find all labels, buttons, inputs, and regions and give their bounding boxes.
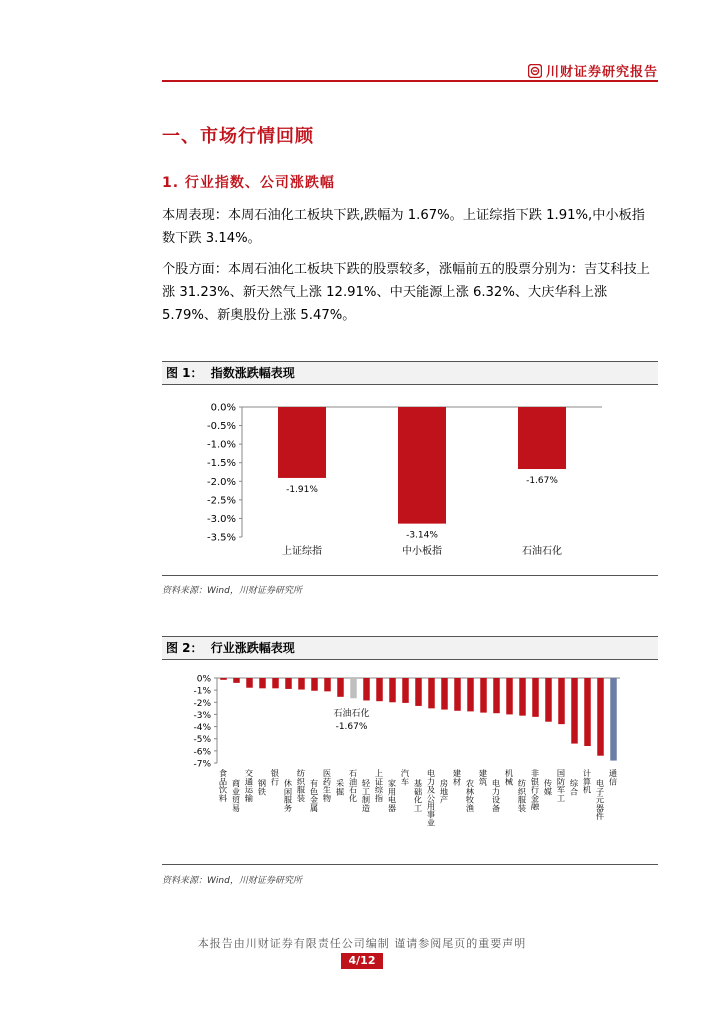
bar <box>519 678 526 716</box>
bar <box>389 678 396 702</box>
x-category-label: 电子元器件 <box>595 779 606 820</box>
y-tick-label: -6% <box>193 747 211 758</box>
x-category-label: 计算机 <box>582 769 593 794</box>
y-tick-label: -0.5% <box>206 421 236 433</box>
bar <box>278 407 326 478</box>
bar <box>311 678 318 691</box>
figure1-title-bar <box>162 361 658 385</box>
paragraph-weekly-performance: 本周表现：本周石油化工板块下跌,跌幅为 1.67%。上证综指下跌 1.91%,中小板指数下跌 3.14%。 <box>162 208 645 246</box>
bar <box>571 678 578 744</box>
bar <box>597 678 604 756</box>
y-tick-label: -3.0% <box>206 513 236 525</box>
x-category-label: 通信 <box>608 769 619 786</box>
x-category-label: 钢铁 <box>257 779 268 796</box>
bar <box>350 678 357 698</box>
bar <box>376 678 383 701</box>
x-category-label: 有色金属 <box>309 779 320 812</box>
bar <box>518 407 566 469</box>
x-category-label: 上证综指 <box>374 769 385 802</box>
x-category-label: 石油石化 <box>348 769 359 802</box>
x-category-label: 食品饮料 <box>218 769 229 802</box>
y-tick-label: 0% <box>196 674 211 685</box>
page-number: 4/12 <box>341 953 383 969</box>
y-tick-label: -7% <box>193 759 211 770</box>
paragraph-stock-performance: 个股方面：本周石油化工板块下跌的股票较多，涨幅前五的股票分别为：吉艾科技上涨 31.23%、新天然气上涨 12.91%、中天能源上涨 6.32%、大庆华科上涨 5.79%、新奥股份上涨 5.47%。 <box>162 262 650 323</box>
x-category-label: 综合 <box>569 779 580 796</box>
bar <box>298 678 305 690</box>
x-category-label: 农林牧渔 <box>465 779 476 812</box>
x-category-label: 建筑 <box>478 769 489 786</box>
figure2-label: 图 2： <box>166 641 203 655</box>
bar <box>337 678 344 697</box>
figure2-chart <box>162 668 658 863</box>
bar <box>220 678 227 680</box>
annotation-name: 石油石化 <box>333 709 370 719</box>
x-category-label: 采掘 <box>335 779 346 796</box>
x-category-label: 纺织服装 <box>517 779 528 812</box>
bar <box>272 678 279 688</box>
bar <box>558 678 565 724</box>
subsection-title: 1. 行业指数、公司涨跌幅 <box>162 175 335 191</box>
x-category-label: 机械 <box>504 769 515 786</box>
bar <box>259 678 266 688</box>
x-category-label: 纺织服装 <box>296 769 307 802</box>
x-category-label: 商业贸易 <box>231 779 242 812</box>
y-tick-label: -1.0% <box>206 439 236 451</box>
y-tick-label: -2.0% <box>206 476 236 488</box>
x-category-label: 家用电器 <box>387 779 398 812</box>
brand-name: 川财证券研究报告 <box>545 65 658 80</box>
y-tick-label: -2% <box>193 698 211 709</box>
data-label: -3.14% <box>406 530 438 541</box>
data-label: -1.67% <box>526 476 558 487</box>
y-tick-label: -4% <box>193 723 211 734</box>
bar <box>454 678 461 711</box>
y-tick-label: 0.0% <box>210 402 236 414</box>
x-category-label: 传媒 <box>543 779 554 796</box>
x-category-label: 交通运输 <box>244 769 255 802</box>
x-category-label: 医药生物 <box>322 769 333 802</box>
figure1-bottom-rule <box>162 575 658 576</box>
bar <box>532 678 539 717</box>
bar <box>398 407 446 524</box>
footer-disclaimer: 本报告由川财证券有限责任公司编制 谨请参阅尾页的重要声明 <box>197 937 527 950</box>
bar <box>233 678 240 683</box>
bar <box>402 678 409 703</box>
x-category-label: 建材 <box>452 769 463 786</box>
figure1-label: 图 1： <box>166 366 203 380</box>
x-category-label: 基础化工 <box>413 779 424 812</box>
x-category-label: 汽车 <box>400 769 411 786</box>
figure2-title-bar <box>162 636 658 660</box>
bar <box>493 678 500 713</box>
data-label: -1.91% <box>286 484 318 495</box>
x-category-label: 电力设备 <box>491 779 502 812</box>
x-category-label: 上证综指 <box>282 546 322 557</box>
figure1-source: 资料来源：Wind，川财证券研究所 <box>162 586 302 596</box>
x-category-label: 石油石化 <box>522 546 562 557</box>
bar <box>584 678 591 746</box>
x-category-label: 银行 <box>270 769 281 786</box>
annotation-value: -1.67% <box>335 722 368 732</box>
bar <box>467 678 474 711</box>
y-tick-label: -5% <box>193 735 211 746</box>
bar <box>324 678 331 691</box>
x-category-label: 轻工制造 <box>361 779 372 812</box>
header-brand <box>528 61 658 80</box>
y-tick-label: -1% <box>193 686 211 697</box>
bar <box>415 678 422 706</box>
bar <box>480 678 487 713</box>
x-category-label: 非银行金融 <box>530 769 541 810</box>
figure2-title: 行业涨跌幅表现 <box>210 641 295 655</box>
bar <box>246 678 253 688</box>
bar <box>363 678 370 700</box>
y-tick-label: -3% <box>193 710 211 721</box>
y-tick-label: -1.5% <box>206 458 236 470</box>
x-category-label: 休闲服务 <box>283 779 294 812</box>
section-title: 一、市场行情回顾 <box>162 126 314 147</box>
bar <box>506 678 513 714</box>
brand-logo-icon <box>528 64 542 78</box>
bar <box>441 678 448 710</box>
x-category-label: 中小板指 <box>402 546 442 557</box>
figure1-chart <box>162 392 658 572</box>
bar <box>545 678 552 722</box>
x-category-label: 房地产 <box>439 779 450 804</box>
header-divider <box>162 80 658 82</box>
x-category-label: 国防军工 <box>556 769 567 802</box>
figure2-bottom-rule <box>162 864 658 865</box>
figure1-title: 指数涨跌幅表现 <box>210 366 295 380</box>
bar <box>610 678 617 761</box>
y-tick-label: -3.5% <box>206 532 236 544</box>
bar <box>428 678 435 708</box>
figure2-source: 资料来源：Wind，川财证券研究所 <box>162 876 302 886</box>
bar <box>285 678 292 689</box>
x-category-label: 电力及公用事业 <box>426 769 437 827</box>
y-tick-label: -2.5% <box>206 495 236 507</box>
